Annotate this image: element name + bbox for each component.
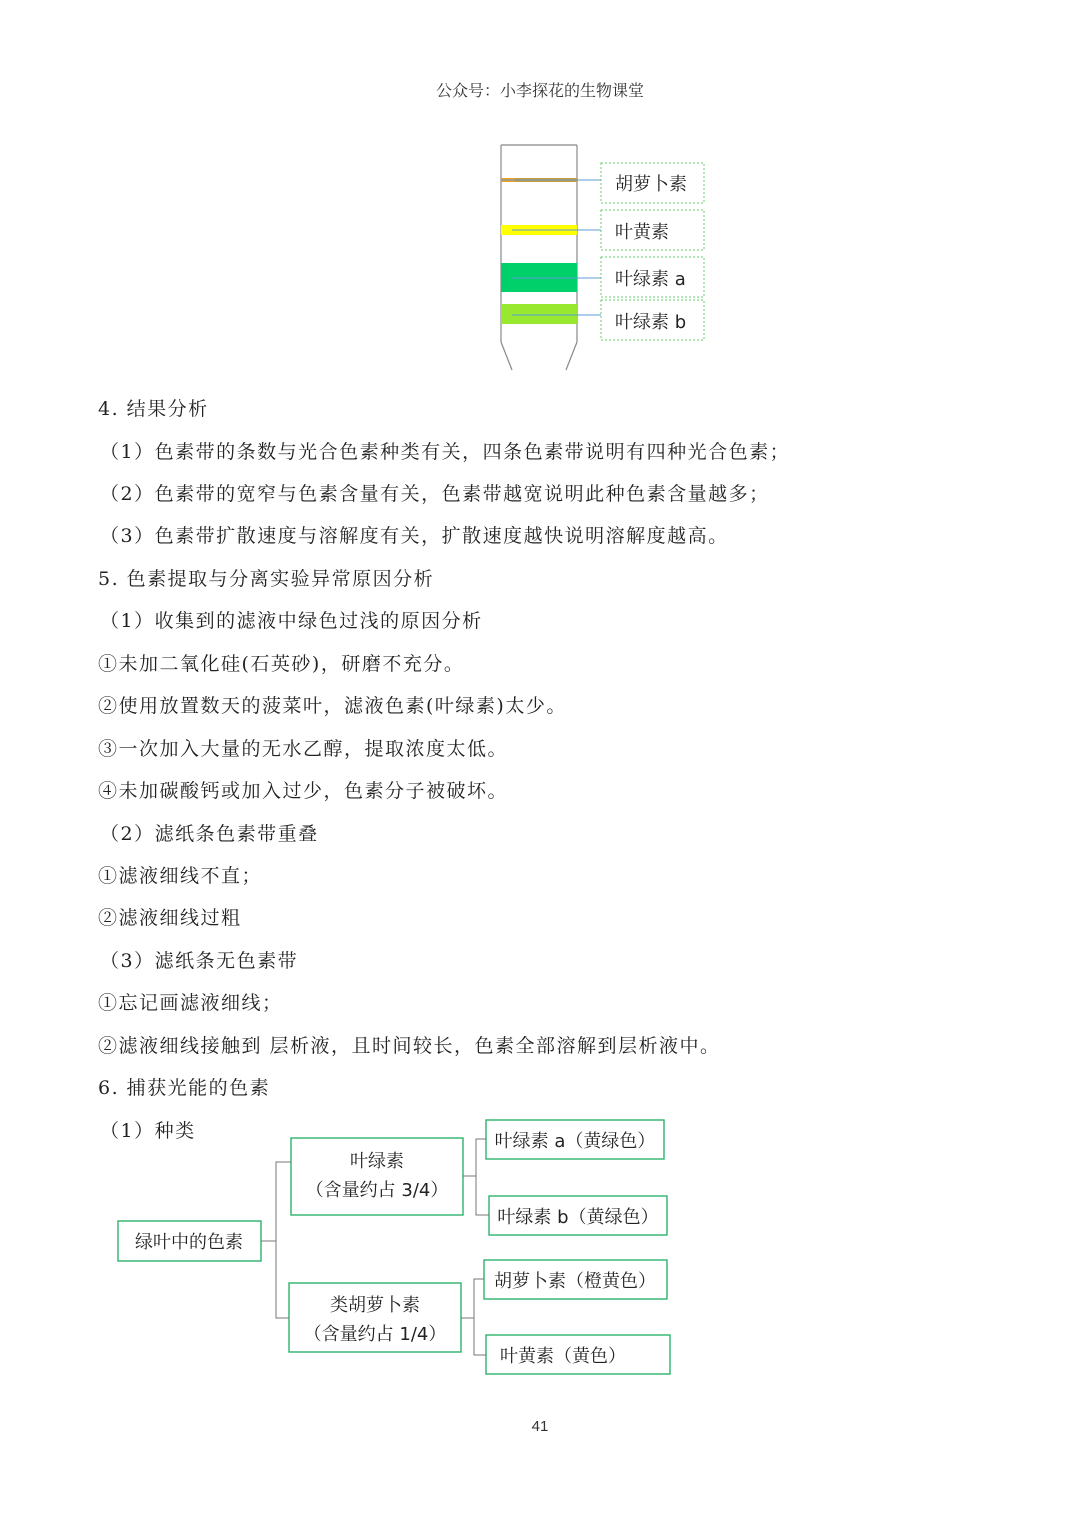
text-line: ①忘记画滤液细线； [98,992,283,1014]
text-line: ①未加二氧化硅(石英砂)，研磨不充分。 [98,653,465,675]
label-chlorophyll-b: 叶绿素 b [615,312,687,333]
text-line: （3）色素带扩散速度与溶解度有关，扩散速度越快说明溶解度越高。 [100,525,729,547]
section-heading: 6. 捕获光能的色素 [98,1077,271,1099]
text-line: （3）滤纸条无色素带 [100,950,299,972]
label-xanthophyll: 叶黄素 [615,222,669,243]
label-chlorophyll-a: 叶绿素 a [615,269,686,290]
section-heading: 5. 色素提取与分离实验异常原因分析 [98,568,435,590]
page-header: 公众号：小李探花的生物课堂 [435,81,644,100]
text-line: ①滤液细线不直； [98,865,263,887]
tree-branch1-title: 叶绿素 [350,1151,404,1172]
text-line: （2）滤纸条色素带重叠 [100,823,319,845]
tree-leaf-chlorophyll-b: 叶绿素 b（黄绿色） [497,1207,659,1228]
text-line: ②滤液细线过粗 [98,907,242,929]
label-carotene: 胡萝卜素 [615,174,687,195]
tree-root: 绿叶中的色素 [135,1232,243,1253]
text-line: （1）种类 [100,1120,196,1142]
page-number: 41 [531,1418,549,1435]
text-line: （1）色素带的条数与光合色素种类有关，四条色素带说明有四种光合色素； [100,441,791,463]
text-line: ②使用放置数天的菠菜叶，滤液色素(叶绿素)太少。 [98,695,567,717]
chlorophyll-b-band [501,304,577,324]
tree-leaf-xanthophyll: 叶黄素（黄色） [500,1346,626,1367]
chromatography-diagram [0,0,1080,380]
tree-branch1-sub: （含量约占 3/4） [305,1180,449,1201]
tree-leaf-chlorophyll-a: 叶绿素 a（黄绿色） [494,1131,656,1152]
section-heading: 4. 结果分析 [98,398,209,420]
text-line: （2）色素带的宽窄与色素含量有关，色素带越宽说明此种色素含量越多； [100,483,770,505]
tree-leaf-carotene: 胡萝卜素（橙黄色） [494,1271,656,1292]
text-line: ③一次加入大量的无水乙醇，提取浓度太低。 [98,738,509,760]
text-line: ④未加碳酸钙或加入过少，色素分子被破坏。 [98,780,509,802]
tree-branch2-title: 类胡萝卜素 [330,1295,420,1316]
text-line: ②滤液细线接触到 层析液，且时间较长，色素全部溶解到层析液中。 [98,1035,721,1057]
tree-branch2-sub: （含量约占 1/4） [303,1324,447,1345]
text-line: （1）收集到的滤液中绿色过浅的原因分析 [100,610,483,632]
